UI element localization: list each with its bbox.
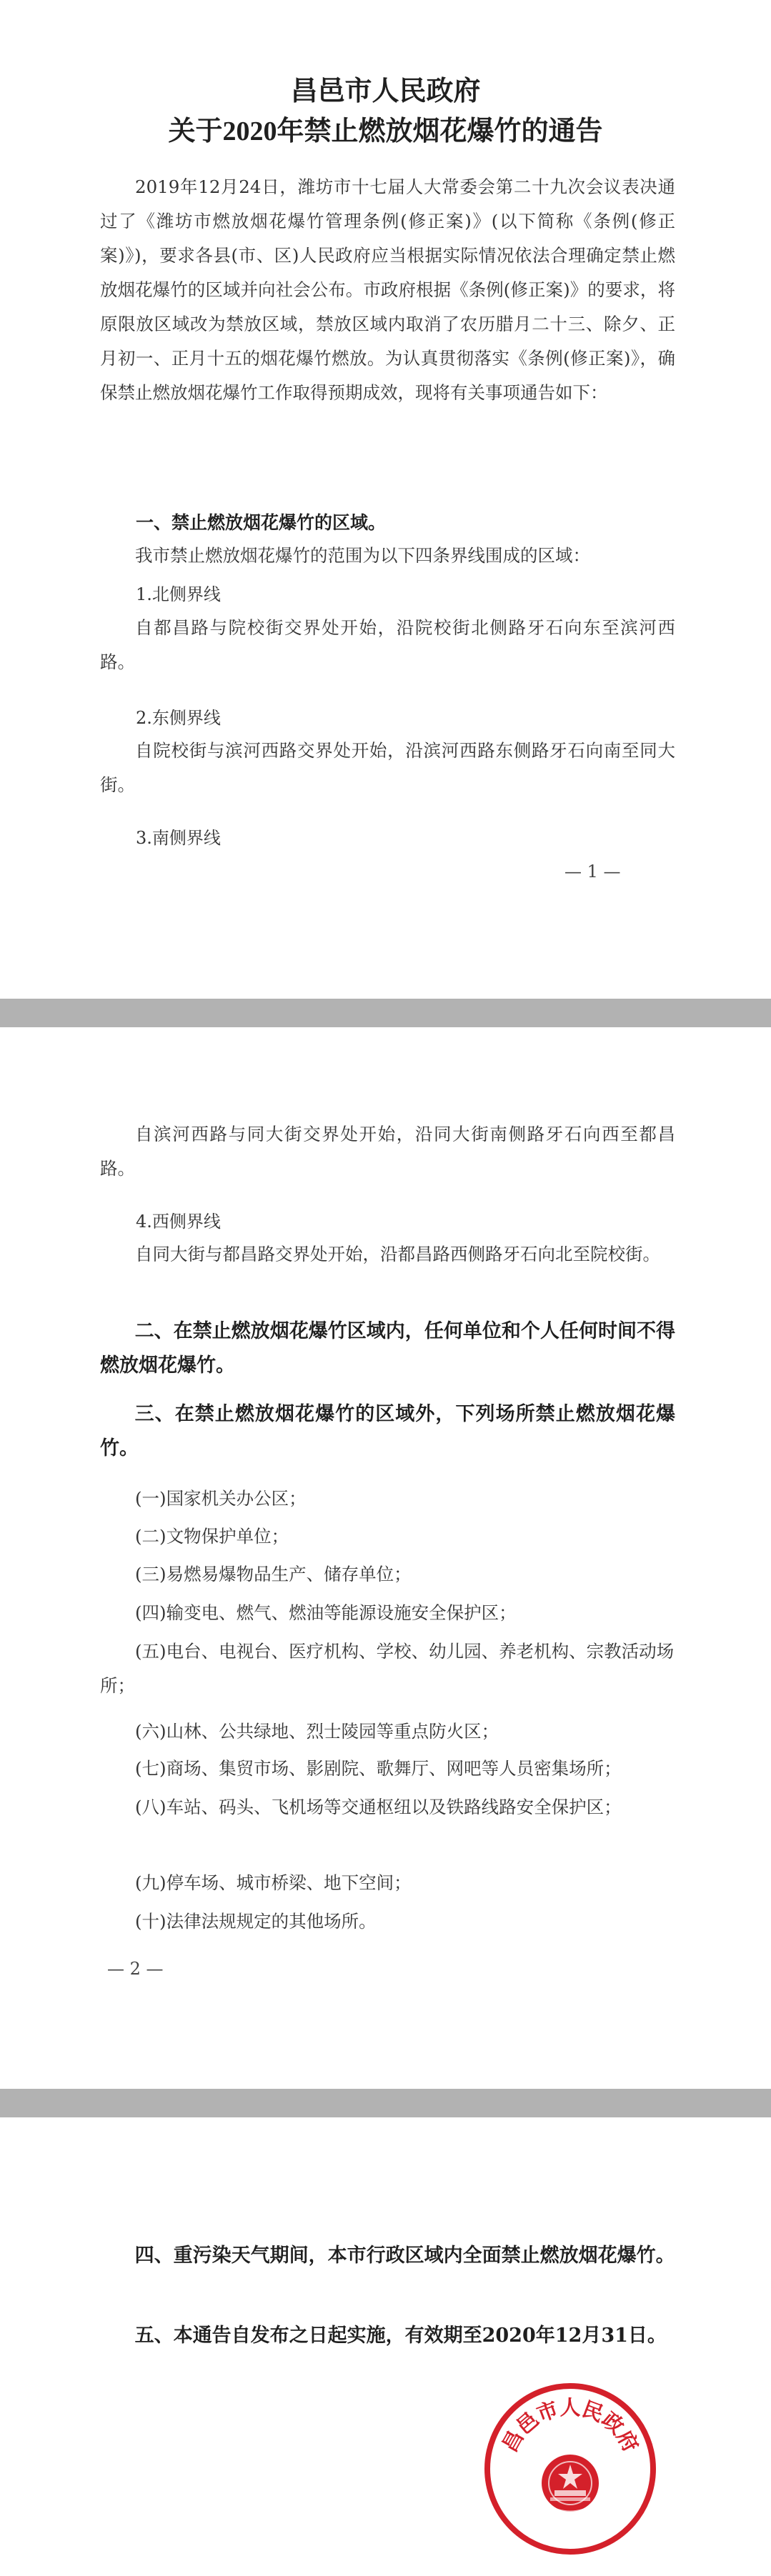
document-title-issuer: 昌邑市人民政府 [290, 76, 481, 106]
section-5-text: 五、本通告自发布之日起实施，有效期至2020年12月31日。 [134, 2325, 667, 2347]
document-title: 关于2020年禁止燃放烟花爆竹的通告 [168, 116, 603, 146]
document-page-2 [0, 1029, 771, 2089]
restricted-place-item: (一)国家机关办公区； [135, 1488, 307, 1509]
page-separator [0, 2089, 771, 2117]
section-2-text: 二、在禁止燃放烟花爆竹区域内，任何单位和个人任何时间不得燃放烟花爆竹。 [100, 1320, 675, 1377]
page-number-2: — 2 — [107, 1959, 164, 1979]
restricted-place-item: (八)车站、码头、飞机场等交通枢纽以及铁路线路安全保护区； [135, 1797, 622, 1817]
restricted-place-item: (九)停车场、城市桥梁、地下空间； [135, 1872, 412, 1893]
page-number-1: — 1 — [564, 862, 621, 882]
east-boundary-text: 自院校街与滨河西路交界处开始，沿滨河西路东侧路牙石向南至同大街。 [100, 740, 675, 795]
section-3-text: 三、在禁止燃放烟花爆竹的区域外，下列场所禁止燃放烟花爆竹。 [100, 1403, 675, 1459]
restricted-place-item: (十)法律法规规定的其他场所。 [135, 1911, 377, 1932]
restricted-place-item: (六)山林、公共绿地、烈士陵园等重点防火区； [135, 1721, 499, 1742]
north-boundary-label: 1.北侧界线 [136, 584, 221, 604]
page-separator [0, 999, 771, 1027]
restricted-place-item: (三)易燃易爆物品生产、储存单位； [135, 1564, 412, 1584]
north-boundary-text: 自都昌路与院校街交界处开始，沿院校街北侧路牙石向东至滨河西路。 [100, 617, 675, 672]
official-seal [480, 2379, 660, 2559]
intro-paragraph: 2019年12月24日，潍坊市十七届人大常委会第二十九次会议表决通过了《潍坊市燃放烟花爆竹管理条例(修正案)》(以下简称《条例(修正案)》)，要求各县(市、区)人民政府应当根据实际情况依法合理确定禁止燃放烟花爆竹的区域并向社会公布。市政府根据《条例(修正案)》的要求，将原限放区域改为禁放区域，禁放区域内取消了农历腊月二十三、除夕、正月初一、正月十五的烟花爆竹燃放。为认真贯彻落实《条例(修正案)》，确保禁止燃放烟花爆竹工作取得预期成效，现将有关事项通告如下： [100, 176, 675, 403]
section-1-intro: 我市禁止燃放烟花爆竹的范围为以下四条界线围成的区域： [135, 545, 590, 566]
west-boundary-text: 自同大街与都昌路交界处开始，沿都昌路西侧路牙石向北至院校街。 [135, 1244, 660, 1264]
document-page-1 [0, 0, 771, 999]
section-1-heading: 一、禁止燃放烟花爆竹的区域。 [136, 512, 387, 533]
south-boundary-text: 自滨河西路与同大街交界处开始，沿同大街南侧路牙石向西至都昌路。 [100, 1124, 675, 1179]
restricted-place-item: (五)电台、电视台、医疗机构、学校、幼儿园、养老机构、宗教活动场所； [100, 1641, 675, 1696]
east-boundary-label: 2.东侧界线 [136, 708, 221, 728]
restricted-place-item: (四)输变电、燃气、燃油等能源设施安全保护区； [135, 1602, 517, 1623]
restricted-place-item: (七)商场、集贸市场、影剧院、歌舞厅、网吧等人员密集场所； [135, 1758, 622, 1779]
west-boundary-label: 4.西侧界线 [136, 1212, 221, 1232]
national-emblem-icon [542, 2455, 599, 2512]
section-4-text: 四、重污染天气期间，本市行政区域内全面禁止燃放烟花爆竹。 [134, 2245, 675, 2267]
south-boundary-label: 3.南侧界线 [136, 828, 221, 848]
seal-text: 昌邑市人民政府 [497, 2395, 644, 2457]
restricted-place-item: (二)文物保护单位； [135, 1526, 289, 1547]
